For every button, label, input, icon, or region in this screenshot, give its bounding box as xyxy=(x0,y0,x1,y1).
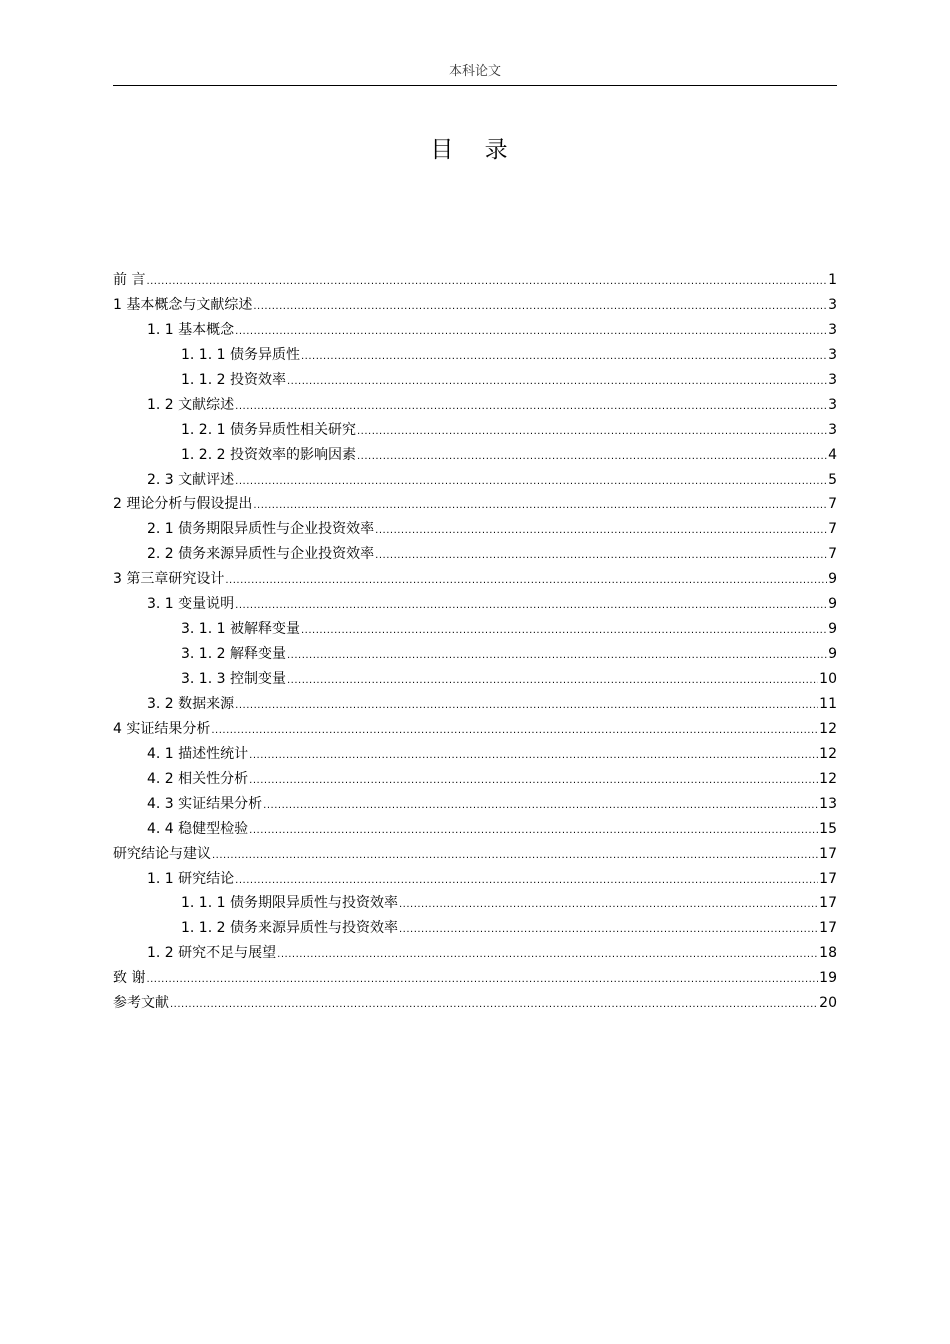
toc-entry-label: 1 基本概念与文献综述 xyxy=(113,296,253,313)
toc-entry-page-number: 9 xyxy=(828,596,837,613)
toc-dot-leader xyxy=(235,320,827,345)
toc-entry-label: 2. 2 债务来源异质性与企业投资效率 xyxy=(147,546,375,563)
toc-entry[interactable] xyxy=(113,542,837,567)
toc-entry-page-number: 3 xyxy=(828,346,837,363)
toc-dot-leader xyxy=(211,719,818,744)
toc-entry[interactable] xyxy=(113,891,837,916)
toc-dot-leader xyxy=(287,644,827,669)
toc-entry-page-number: 19 xyxy=(819,970,837,987)
toc-dot-leader xyxy=(170,993,818,1018)
toc-dot-leader xyxy=(146,968,818,993)
toc-entry-label: 4. 3 实证结果分析 xyxy=(147,795,263,812)
toc-entry-page-number: 17 xyxy=(819,920,837,937)
toc-entry-label: 3. 1. 3 控制变量 xyxy=(181,671,286,687)
table-of-contents xyxy=(113,268,837,1016)
toc-entry[interactable] xyxy=(113,368,837,393)
toc-entry-label: 1. 2. 2 投资效率的影响因素 xyxy=(181,446,356,463)
toc-entry[interactable] xyxy=(113,742,837,767)
toc-entry[interactable] xyxy=(113,492,837,517)
toc-dot-leader xyxy=(235,869,818,894)
toc-dot-leader xyxy=(375,544,827,569)
toc-entry[interactable] xyxy=(113,642,837,667)
toc-entry-page-number: 5 xyxy=(828,471,837,488)
toc-entry-label: 4. 2 相关性分析 xyxy=(147,770,249,787)
toc-dot-leader xyxy=(249,819,818,844)
toc-entry[interactable] xyxy=(113,767,837,792)
toc-dot-leader xyxy=(301,619,827,644)
toc-entry-page-number: 12 xyxy=(819,745,837,762)
toc-entry-page-number: 4 xyxy=(828,446,837,463)
toc-entry-label: 1. 1. 2 债务来源异质性与投资效率 xyxy=(181,920,398,937)
toc-entry[interactable] xyxy=(113,318,837,343)
toc-entry-label: 1. 1. 1 债务期限异质性与投资效率 xyxy=(181,895,398,912)
toc-dot-leader xyxy=(212,844,818,869)
toc-dot-leader xyxy=(249,744,818,769)
toc-dot-leader xyxy=(357,420,827,445)
toc-entry[interactable] xyxy=(113,468,837,493)
toc-entry-label: 研究结论与建议 xyxy=(113,845,211,862)
toc-entry-label: 3. 1 变量说明 xyxy=(147,596,235,613)
toc-entry[interactable] xyxy=(113,867,837,892)
toc-entry[interactable] xyxy=(113,916,837,941)
toc-entry-page-number: 15 xyxy=(819,820,837,837)
toc-entry[interactable] xyxy=(113,941,837,966)
toc-entry-page-number: 9 xyxy=(828,646,837,663)
toc-entry-page-number: 10 xyxy=(819,671,837,687)
toc-dot-leader xyxy=(253,295,827,320)
toc-dot-leader xyxy=(399,918,818,943)
toc-entry[interactable] xyxy=(113,418,837,443)
toc-entry[interactable] xyxy=(113,817,837,842)
toc-entry-page-number: 7 xyxy=(828,496,837,513)
toc-entry[interactable] xyxy=(113,991,837,1016)
page-header: 本科论文 xyxy=(448,64,501,79)
toc-entry-page-number: 13 xyxy=(819,795,837,812)
toc-entry-page-number: 1 xyxy=(828,272,837,288)
toc-entry-label: 1. 1 基本概念 xyxy=(147,321,235,338)
toc-entry-label: 4 实证结果分析 xyxy=(113,720,211,737)
toc-dot-leader xyxy=(235,395,827,420)
toc-entry-label: 2 理论分析与假设提出 xyxy=(113,496,253,513)
toc-entry[interactable] xyxy=(113,592,837,617)
toc-dot-leader xyxy=(301,345,827,370)
toc-entry[interactable] xyxy=(113,343,837,368)
toc-entry[interactable] xyxy=(113,517,837,542)
toc-dot-leader xyxy=(287,370,827,395)
toc-entry-label: 1. 2 文献综述 xyxy=(147,396,235,413)
toc-entry-label: 2. 3 文献评述 xyxy=(147,471,235,488)
toc-dot-leader xyxy=(263,794,818,819)
toc-dot-leader xyxy=(253,494,827,519)
toc-entry-page-number: 9 xyxy=(828,571,837,588)
toc-entry-label: 3. 1. 1 被解释变量 xyxy=(181,621,300,638)
toc-entry-label: 1. 1. 1 债务异质性 xyxy=(181,346,300,363)
toc-entry-page-number: 20 xyxy=(819,995,837,1012)
toc-dot-leader xyxy=(249,769,818,794)
toc-entry[interactable] xyxy=(113,667,837,692)
toc-entry-page-number: 17 xyxy=(819,895,837,912)
toc-entry-label: 1. 1 研究结论 xyxy=(147,870,235,887)
toc-entry-label: 前 言 xyxy=(113,272,146,288)
toc-entry[interactable] xyxy=(113,692,837,717)
toc-entry-label: 4. 1 描述性统计 xyxy=(147,745,249,762)
toc-entry-page-number: 3 xyxy=(828,296,837,313)
toc-entry-page-number: 17 xyxy=(819,845,837,862)
toc-dot-leader xyxy=(277,943,818,968)
toc-entry-label: 2. 1 债务期限异质性与企业投资效率 xyxy=(147,521,375,538)
toc-entry-page-number: 18 xyxy=(819,945,837,962)
toc-entry-label: 1. 2. 1 债务异质性相关研究 xyxy=(181,421,356,438)
toc-entry[interactable] xyxy=(113,617,837,642)
toc-entry[interactable] xyxy=(113,966,837,991)
toc-entry[interactable] xyxy=(113,842,837,867)
toc-entry-page-number: 3 xyxy=(828,371,837,388)
toc-entry[interactable] xyxy=(113,293,837,318)
toc-entry-page-number: 7 xyxy=(828,521,837,538)
toc-dot-leader xyxy=(235,594,827,619)
toc-entry[interactable] xyxy=(113,443,837,468)
toc-entry-label: 1. 1. 2 投资效率 xyxy=(181,371,286,388)
toc-dot-leader xyxy=(235,470,827,495)
toc-entry-label: 1. 2 研究不足与展望 xyxy=(147,945,277,962)
toc-entry[interactable] xyxy=(113,792,837,817)
toc-entry-page-number: 11 xyxy=(819,695,837,712)
toc-entry[interactable] xyxy=(113,567,837,592)
toc-entry-page-number: 3 xyxy=(828,321,837,338)
toc-dot-leader xyxy=(225,569,827,594)
toc-entry-label: 3. 1. 2 解释变量 xyxy=(181,646,286,663)
toc-entry-label: 3 第三章研究设计 xyxy=(113,571,225,588)
toc-entry-page-number: 3 xyxy=(828,421,837,438)
toc-entry[interactable] xyxy=(113,393,837,418)
toc-entry-page-number: 12 xyxy=(819,720,837,737)
toc-dot-leader xyxy=(357,445,827,470)
toc-dot-leader xyxy=(399,893,818,918)
toc-entry-label: 致 谢 xyxy=(113,970,146,987)
toc-entry-label: 3. 2 数据来源 xyxy=(147,695,235,712)
toc-entry-page-number: 17 xyxy=(819,870,837,887)
toc-dot-leader xyxy=(375,519,827,544)
toc-entry-label: 4. 4 稳健型检验 xyxy=(147,820,249,837)
toc-title: 目 录 xyxy=(430,137,520,163)
toc-dot-leader xyxy=(287,669,818,694)
toc-entry-page-number: 3 xyxy=(828,396,837,413)
toc-dot-leader xyxy=(146,270,827,295)
toc-entry-page-number: 7 xyxy=(828,546,837,563)
toc-dot-leader xyxy=(235,694,818,719)
toc-entry-page-number: 9 xyxy=(828,621,837,638)
toc-entry[interactable] xyxy=(113,717,837,742)
toc-entry[interactable] xyxy=(113,268,837,293)
toc-entry-page-number: 12 xyxy=(819,770,837,787)
header-divider xyxy=(113,85,837,86)
toc-entry-label: 参考文献 xyxy=(113,995,169,1012)
